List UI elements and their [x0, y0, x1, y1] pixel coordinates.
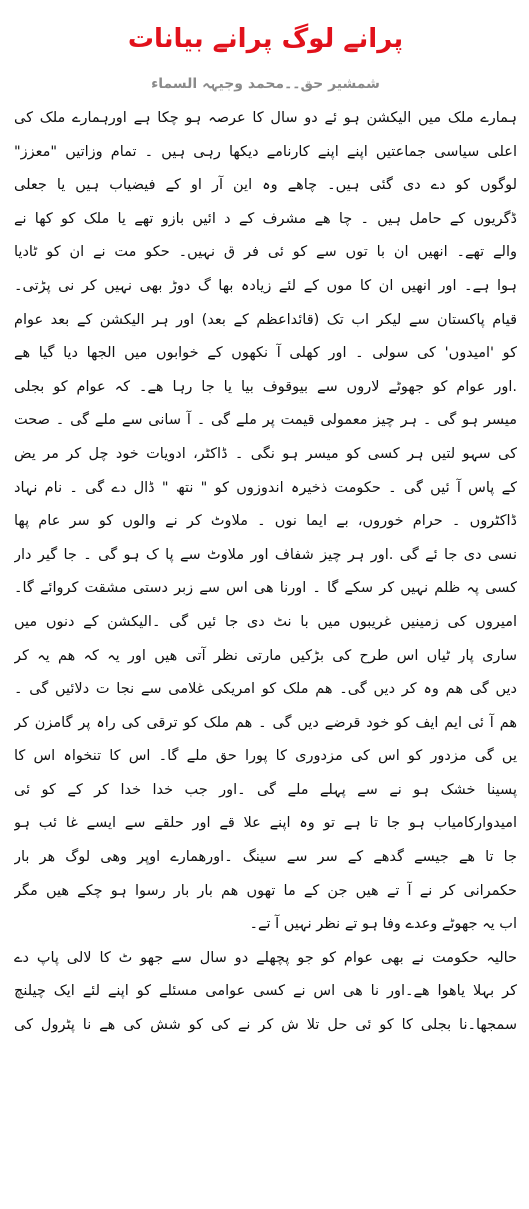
article-line: کسی پہ ظلم نہیں کر سکے گا ۔ اورنا ھی اس سے زبر دستی مشقت کروائے گا۔: [14, 580, 517, 597]
article-line: .اور عوام کو جھوٹے لاروں سے بیوقوف بیا یا جا رہا ھے۔ کہ عوام کو بجلی: [14, 378, 517, 395]
article-body: [14, 102, 517, 1043]
article-line: ساری پار ٹیاں اس طرح کی بڑکیں مارتی نظر آتی ھیں اور یہ کہ ھم یہ کر: [14, 647, 517, 664]
article-line: سمجھا۔نا بجلی کا کو ئی حل تلا ش کر نے کی کو شش کی ھے نا پٹرول کی: [14, 1017, 517, 1034]
article-line: اب یہ جھوٹے وعدے وفا ہو تے نظر نہیں آ تے۔: [249, 916, 517, 933]
article-line: امیدوارکامیاب ہو جا تا ہے تو وہ اپنے علا قے اور حلقے سے ایسے غا ئب ہو: [14, 815, 517, 832]
article-line: ہوا ہے۔ اور انھیں ان کا موں کے لئے زیادہ بھا گ دوڑ بھی نہیں کر نی پڑتی۔: [14, 277, 517, 294]
article-line: لوگوں کو دے دی گئی ہیں۔ چاھے وہ این آر او کے فیضیاب ہیں یا جعلی: [14, 177, 517, 194]
article-line: ڈاکٹروں ۔ حرام خوروں، بے ایما نوں ۔ ملاوٹ کر نے والوں کو سر عام پھا: [14, 513, 517, 530]
article-line: والے تھے۔ انھیں ان با توں سے کو ئی فر ق نہیں۔ حکو مت نے ان کو ٹادیا: [14, 244, 517, 261]
article-line: حکمرانی کر نے آ تے ھیں جن کے ما تھوں ھم بار بار رسوا ہو چکے ھیں مگر: [14, 882, 517, 899]
article-line: ڈگریوں کے حامل ہیں ۔ چا ھے مشرف کے د ائیں بازو تھے یا ملک کو کھا نے: [14, 210, 517, 227]
article-line: جا تا ھے جیسے گدھے کے سر سے سینگ ۔اورھمارے اوپر وھی لوگ ھر بار: [14, 849, 517, 866]
article-title: پرانے لوگ پرانے بیانات: [127, 24, 404, 54]
article-line: یں گی مزدور کو اس کی مزدوری کا پورا حق ملے گا۔ اس کا تنخواہ اس کا: [14, 748, 517, 765]
article-line: قیام پاکستان سے لیکر اب تک (قائداعظم کے بعد) اور ہر الیکشن کے بعد عوام: [14, 311, 517, 328]
article-line: کر بہلا یاھوا ھے۔اور نا ھی اس نے کسی عوامی مسئلے کو اپنے لئے ایک چیلنچ: [14, 983, 517, 1000]
article-line: نسی دی جا ئے گی .اور ہر چیز شفاف اور ملاوٹ سے پا ک ہو گی ۔ جا گیر دار: [14, 546, 517, 563]
article-line: کے پاس آ ئیں گی ۔ حکومت ذخیرہ اندوزوں کو " نتھ " ڈال دے گی ۔ نام نہاد: [14, 479, 517, 496]
article-line: کو 'امیدوں' کی سولی ۔ اور کھلی آ نکھوں کے خوابوں میں الجھا دیا گیا ھے: [14, 345, 517, 362]
article-line: میسر ہو گی ۔ ہر چیز معمولی قیمت پر ملے گی ۔ آ سانی سے ملے گی ۔ صحت: [14, 412, 517, 429]
article-line: کی سہو لتیں ہر کسی کو میسر ہو نگی ۔ ڈاکٹر، ادویات خود چل کر مر یض: [14, 445, 517, 462]
article-line: حالیہ حکومت نے بھی عوام کو جو پچھلے دو سال سے جھو ٹ کا لالی پاپ دے: [14, 949, 517, 966]
article-byline: شمشیر حق۔۔محمد وجیہہ السماء: [151, 76, 380, 92]
article-line: دیں گی ھم وہ کر دیں گی۔ ھم ملک کو امریکی غلامی سے نجا ت دلائیں گی ۔: [14, 681, 517, 698]
article-line: پسینا خشک ہو نے سے پہلے ملے گی ۔اور جب خدا خدا کر کے کو ئی: [14, 781, 517, 798]
article-line: امیروں کی زمینیں غریبوں میں با نٹ دی جا ئیں گی ۔الیکشن کے دنوں میں: [14, 613, 517, 630]
article-line: ھم آ ئی ایم ایف کو خود قرضے دیں گی ۔ ھم ملک کو ترقی کی راہ پر گامزن کر: [14, 714, 517, 731]
article-line: ہمارے ملک میں الیکشن ہو ئے دو سال کا عرصہ ہو چکا ہے اورہمارے ملک کی: [14, 110, 517, 126]
article-line: اعلی سیاسی جماعتیں اپنے اپنے کارنامے دیکھا رہی ہیں ۔ تمام وزاتیں "معزز": [14, 143, 517, 160]
